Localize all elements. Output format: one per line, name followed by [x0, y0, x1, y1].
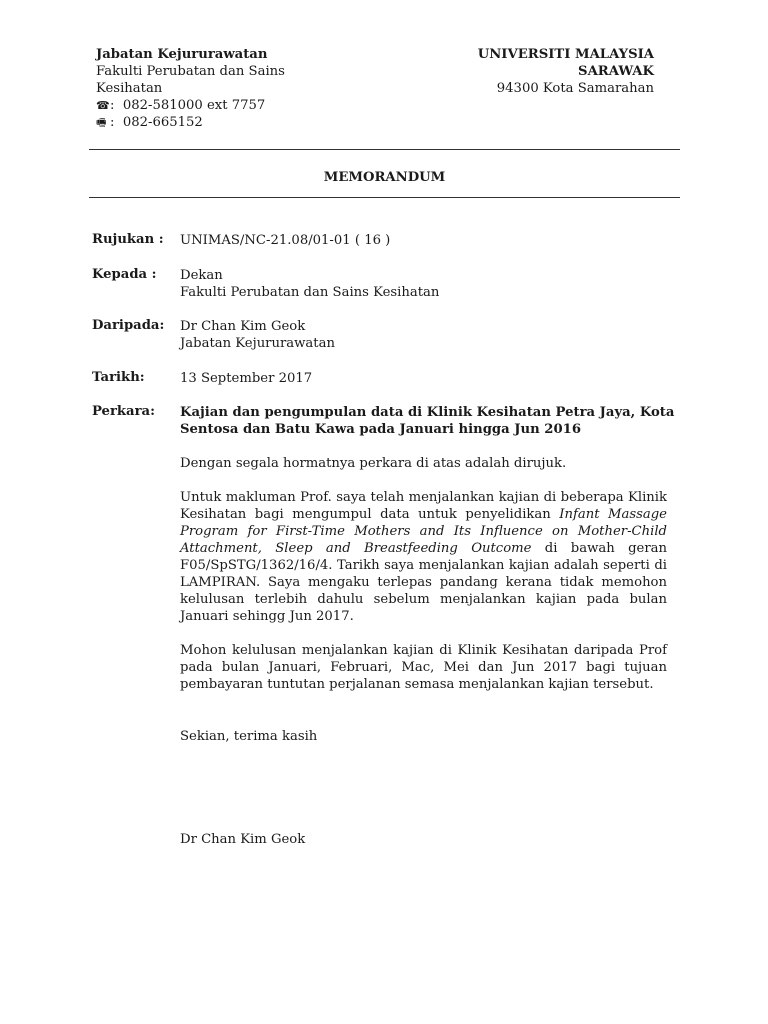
sender-department-block	[96, 46, 336, 131]
kepada-label: Kepada :	[92, 267, 157, 282]
university-name-line-1: UNIVERSITI MALAYSIA	[477, 47, 654, 62]
daripada-line-2: Jabatan Kejururawatan	[180, 336, 335, 351]
kepada-line-2: Fakulti Perubatan dan Sains Kesihatan	[180, 285, 440, 300]
university-address: 94300 Kota Samarahan	[496, 81, 654, 96]
body-paragraph-3: Mohon kelulusan menjalankan kajian di Klinik Kesihatan daripada Prof pada bulan Januari, Februari, Mac, Mei dan Jun 2017 bagi tujuan pembayaran tuntutan perjalanan semasa menjalankan kajian tersebut.	[180, 643, 667, 692]
top-divider	[89, 149, 680, 150]
kepada-line-1: Dekan	[180, 268, 223, 283]
university-name-line-2: SARAWAK	[578, 64, 654, 79]
daripada-line-1: Dr Chan Kim Geok	[180, 319, 306, 334]
phone-line	[96, 97, 336, 114]
fax-line	[96, 114, 336, 131]
body-paragraph-2	[180, 489, 667, 625]
body-paragraph-1: Dengan segala hormatnya perkara di atas adalah dirujuk.	[180, 456, 567, 471]
telephone-icon: ☎	[96, 99, 110, 112]
fax-number: 082-665152	[122, 115, 203, 130]
perkara-line-2: Sentosa dan Batu Kawa pada Januari hingga Jun 2016	[180, 422, 582, 437]
tarikh-value: 13 September 2017	[180, 371, 313, 386]
body-paragraph-2-start: Untuk makluman Prof. saya telah menjalankan kajian di beberapa Klinik Kesihatan bagi mengumpul data untuk penyelidikan	[180, 490, 667, 522]
signature-name: Dr Chan Kim Geok	[180, 832, 306, 847]
memo-title: MEMORANDUM	[323, 170, 446, 185]
phone-number: 082-581000 ext 7757	[122, 98, 266, 113]
faculty-line-1: Fakulti Perubatan dan Sains	[96, 64, 285, 79]
daripada-label: Daripada:	[92, 318, 165, 333]
daripada-value	[180, 318, 335, 352]
perkara-value	[180, 404, 674, 438]
department-name: Jabatan Kejururawatan	[96, 47, 268, 62]
fax-separator: :	[110, 115, 115, 130]
perkara-label: Perkara:	[92, 404, 155, 419]
kepada-value	[180, 267, 439, 301]
title-divider	[89, 197, 680, 198]
fax-icon: 🖷	[96, 116, 107, 129]
phone-separator: :	[110, 98, 115, 113]
body-paragraph-2-end: di bawah geran F05/SpSTG/1362/16/4. Tarikh saya menjalankan kajian adalah seperti di LAMPIRAN. Saya mengaku terlepas pandang kerana tidak memohon kelulusan terlebih dahulu sebelum menjalankan kajian pada bulan Januari sehingg Jun 2017.	[180, 541, 667, 624]
rujukan-value: UNIMAS/NC-21.08/01-01 ( 16 )	[180, 233, 391, 248]
closing-text: Sekian, terima kasih	[180, 729, 318, 744]
rujukan-label: Rujukan :	[92, 232, 164, 247]
faculty-line-2: Kesihatan	[96, 81, 163, 96]
tarikh-label: Tarikh:	[92, 370, 145, 385]
university-block	[394, 46, 654, 97]
research-title: Infant Massage Program for First-Time Mothers and Its Influence on Mother-Child Attachment, Sleep and Breastfeeding Outcome	[180, 507, 667, 556]
perkara-line-1: Kajian dan pengumpulan data di Klinik Kesihatan Petra Jaya, Kota	[180, 405, 675, 420]
